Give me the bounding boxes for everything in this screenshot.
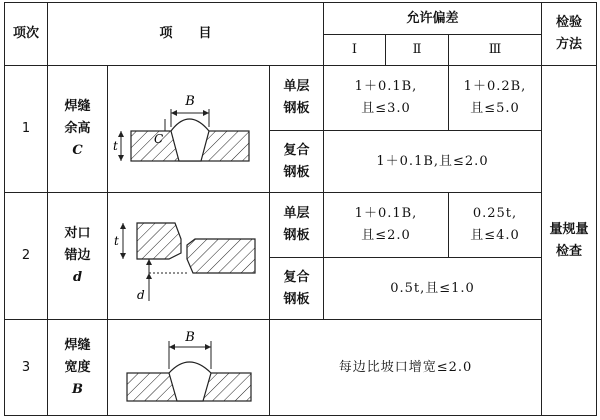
row3-name-line2: 宽度 — [64, 359, 91, 375]
row3-value: 每边比坡口增宽≤2.0 — [270, 320, 542, 416]
row1-composite-label-2: 钢板 — [283, 164, 310, 180]
header-grade-3: Ⅲ — [449, 35, 542, 66]
row2-figure — [108, 193, 270, 320]
weld-bead-shape — [171, 119, 209, 161]
row1-single-grade3-line1: 1＋0.2B, — [463, 79, 527, 94]
row2-single-grade3 — [449, 193, 542, 258]
fig2-label-t: t — [113, 234, 119, 248]
row2-composite-label-1: 复合 — [283, 269, 310, 285]
row1-name-line1: 焊缝 — [64, 99, 91, 114]
row1-single-grade12-line1: 1＋0.1B, — [354, 79, 418, 94]
row2-single-label-2: 钢板 — [283, 228, 310, 243]
method-line1: 量规量 — [549, 221, 589, 237]
row2-composite-value: 0.5t,且≤1.0 — [324, 258, 542, 320]
row2-single-label-1: 单层 — [283, 206, 310, 221]
row1-single-label-2: 钢板 — [283, 101, 310, 116]
header-item: 项 目 — [48, 3, 324, 66]
weld-width-diagram — [109, 323, 269, 413]
row1-single-grade3-line2: 且≤5.0 — [470, 101, 520, 116]
row2-single-grade12 — [324, 193, 449, 258]
row2-name-line1: 对口 — [64, 226, 91, 241]
row2-composite-label — [270, 258, 324, 320]
row2-single-grade3-line1: 0.25t, — [472, 206, 518, 221]
row2-single-grade12-line1: 1＋0.1B, — [354, 206, 418, 221]
method-cell — [542, 66, 597, 416]
left-plate-shape — [137, 223, 181, 259]
weld-bead-shape-3 — [169, 362, 211, 401]
header-grade-1: Ⅰ — [324, 35, 386, 66]
row1-single-grade12 — [324, 66, 449, 131]
fig3-label-b: B — [184, 329, 195, 345]
right-plate-shape — [187, 239, 255, 273]
fig1-label-t: t — [112, 139, 118, 153]
header-tolerance: 允许偏差 — [324, 3, 542, 35]
row1-name-line2: 余高 — [64, 121, 91, 136]
row3-name — [48, 320, 108, 416]
row1-composite-label — [270, 131, 324, 193]
header-method-text: 检验方法 — [555, 15, 582, 52]
row1-single-grade12-line2: 且≤3.0 — [361, 101, 411, 116]
row3-symbol: B — [72, 381, 83, 397]
row1-seq: 1 — [5, 66, 48, 193]
row2-single-grade3-line2: 且≤4.0 — [470, 228, 520, 243]
row3-name-line1: 焊缝 — [64, 337, 91, 353]
row1-composite-label-1: 复合 — [283, 142, 310, 158]
row1-single-grade3 — [449, 66, 542, 131]
header-method — [542, 3, 597, 66]
fig1-label-b: B — [184, 94, 195, 109]
header-seq: 项次 — [5, 3, 48, 66]
method-line2: 检查 — [555, 243, 582, 259]
row1-symbol: C — [72, 143, 83, 158]
row1-composite-value: 1＋0.1B,且≤2.0 — [324, 131, 542, 193]
row1-figure — [108, 66, 270, 193]
header-grade-2: Ⅱ — [386, 35, 449, 66]
row1-single-label — [270, 66, 324, 131]
row2-single-grade12-line2: 且≤2.0 — [361, 228, 411, 243]
weld-reinforcement-diagram — [109, 79, 269, 179]
row2-single-label — [270, 193, 324, 258]
row2-name-line2: 错边 — [64, 248, 91, 263]
fig1-label-c: C — [153, 132, 163, 146]
row1-single-label-1: 单层 — [283, 79, 310, 94]
row2-composite-label-2: 钢板 — [283, 291, 310, 307]
row1-name — [48, 66, 108, 193]
tolerance-table — [4, 2, 597, 416]
fig2-label-d: d — [136, 288, 145, 302]
row3-seq: 3 — [5, 320, 48, 416]
row2-seq: 2 — [5, 193, 48, 320]
row3-figure — [108, 320, 270, 416]
misalignment-diagram — [109, 201, 269, 311]
row2-name — [48, 193, 108, 320]
row2-symbol: d — [72, 270, 83, 285]
